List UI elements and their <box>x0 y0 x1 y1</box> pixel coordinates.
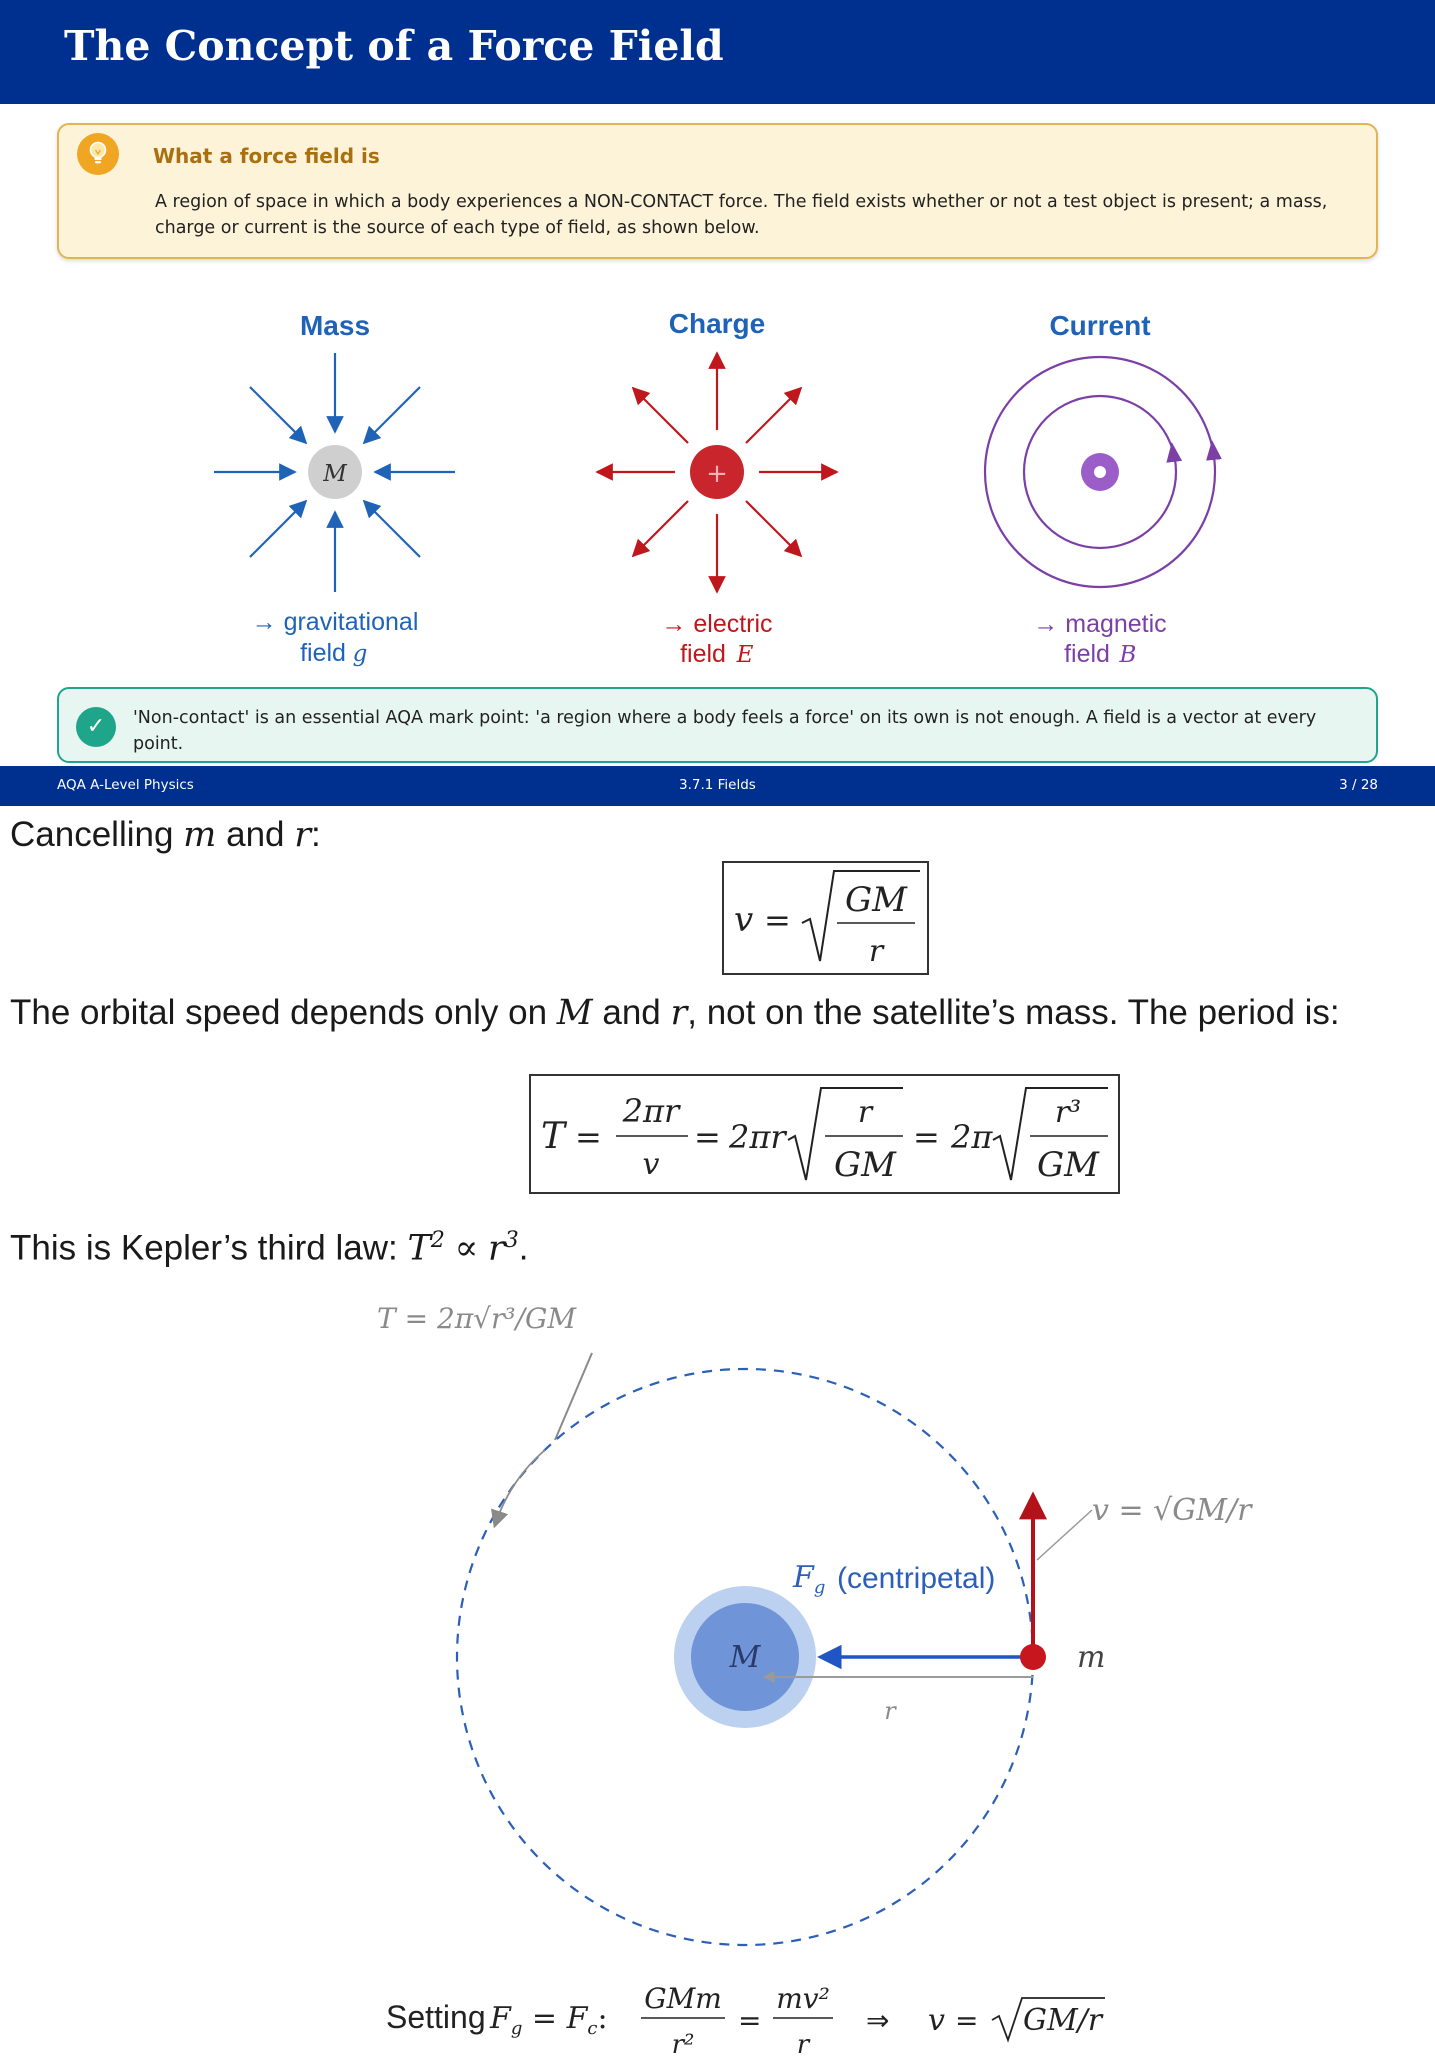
math-proportional: ∝ <box>454 1228 479 1269</box>
central-mass-label: M <box>729 1640 761 1675</box>
svg-text:Fg = Fc:: $F_g = F_c$: <box>490 2001 608 2039</box>
current-title: Current <box>1049 310 1151 341</box>
setting-text: Setting <box>386 1999 486 2035</box>
orbital-period-formula <box>531 1076 1118 1192</box>
charge-field-symbol: E <box>736 642 754 668</box>
current-out-of-page-dot <box>1094 466 1106 478</box>
electric-arrow-top-right <box>746 388 801 443</box>
gravity-arrow-bottom-right <box>364 501 420 557</box>
slide-header <box>0 0 1435 104</box>
slide-footer <box>0 766 1435 806</box>
velocity-pointer-line <box>1037 1510 1092 1560</box>
svg-text:2πr: 2πr <box>622 1092 680 1130</box>
force-label: (centripetal) <box>837 1562 996 1595</box>
svg-text:=: = <box>575 1118 602 1156</box>
svg-text:mv²: mv² <box>776 1982 830 2015</box>
period-formula-label: T = 2π√r³/GM <box>377 1302 577 1335</box>
charge-field-word: field <box>680 640 726 668</box>
definition-box <box>57 123 1378 259</box>
mass-title: Mass <box>299 310 371 341</box>
svg-text:GM: GM <box>845 880 907 920</box>
math-m: m <box>183 815 217 855</box>
svg-text:r: r <box>857 1095 873 1130</box>
magnetic-arrow-outer <box>1213 450 1214 460</box>
current-field-word: field <box>1064 640 1110 668</box>
plus-label: + <box>706 459 728 489</box>
lightbulb-icon <box>77 133 119 175</box>
current-field-label: → magnetic <box>1033 610 1167 638</box>
math-M: M <box>556 993 593 1033</box>
mass-field-symbol: g <box>352 641 368 667</box>
and-text: and <box>602 993 661 1032</box>
satellite-mass-label: m <box>1077 1640 1106 1675</box>
svg-text:=: = <box>764 901 791 939</box>
svg-text:=: = <box>955 2004 979 2037</box>
gravity-arrow-top-left <box>250 387 306 443</box>
svg-text:v: v <box>928 2003 945 2038</box>
current-field-symbol: B <box>1119 642 1137 668</box>
checkmark-icon: ✓ <box>76 707 116 747</box>
math-T: T <box>407 1228 431 1269</box>
orbital-speed-formula <box>724 863 927 973</box>
orbit-direction-arrow <box>495 1450 545 1525</box>
exam-tip-text: 'Non-contact' is an essential AQA mark point: 'a region where a body feels a force' on its own is not enough. A field is a vector at every point. <box>133 708 1317 754</box>
paragraph-cancelling <box>10 815 321 855</box>
math-r: r <box>294 815 311 855</box>
svg-text:=: = <box>738 2004 762 2037</box>
paragraph-orbital-speed <box>10 993 1340 1033</box>
period-text: . <box>518 1228 529 1268</box>
math-r: r <box>487 1228 505 1269</box>
svg-text:⇒: ⇒ <box>866 2004 890 2037</box>
svg-text:r: r <box>796 2030 810 2060</box>
mass-field <box>214 310 455 667</box>
svg-text:GM/r: GM/r <box>1023 2003 1103 2038</box>
orbital-period-equation <box>529 1074 1120 1194</box>
orbital-speed-equation <box>722 861 929 975</box>
footer-course: AQA A-Level Physics <box>57 777 194 793</box>
cancel-text: Cancelling <box>10 815 174 854</box>
electric-arrow-bottom-right <box>746 501 801 556</box>
mass-field-word: field <box>300 639 346 667</box>
svg-text:r: r <box>868 934 884 969</box>
svg-text:v: v <box>642 1147 660 1182</box>
svg-text:=: = <box>694 1118 721 1156</box>
svg-text:GMm: GMm <box>644 1982 722 2015</box>
definition-text: A region of space in which a body experiences a NON-CONTACT force. The field exists whether or not a test object is present; a mass, charge or current is the source of each type of field, as shown below. <box>155 192 1328 238</box>
charge-title: Charge <box>668 308 766 339</box>
satellite <box>1020 1644 1046 1670</box>
field-sources-diagram <box>0 280 1435 680</box>
electric-arrow-bottom-left <box>633 501 688 556</box>
electric-arrow-top-left <box>633 388 688 443</box>
paragraph-kepler: This is Kepler’s third law: $T^2 \propto r^3$. <box>10 1228 529 1269</box>
velocity-formula-label: v = √GM/r <box>1092 1493 1252 1528</box>
speed-text-continued: , not on the satellite’s mass. The period is: <box>687 993 1340 1032</box>
mass-field-label: → gravitational <box>251 608 419 636</box>
force-symbol: $F_g$ <box>793 1560 826 1598</box>
slide <box>0 0 1435 806</box>
magnetic-arrow-inner <box>1173 452 1174 460</box>
svg-text:2π: 2π <box>951 1118 993 1156</box>
svg-text:r²: r² <box>671 2030 695 2060</box>
slide-title: The Concept of a Force Field <box>64 22 724 70</box>
definition-heading: What a force field is <box>153 144 380 168</box>
speed-text: The orbital speed depends only on <box>10 993 548 1032</box>
gravity-arrow-top-right <box>364 387 420 443</box>
svg-text:GM: GM <box>1037 1145 1099 1185</box>
svg-text:v: v <box>734 900 754 940</box>
and-text: and <box>226 815 285 854</box>
circular-orbit-diagram <box>0 1290 1435 2063</box>
svg-text:=: = <box>913 1118 940 1156</box>
footer-page-number: 3 / 28 <box>1339 777 1378 793</box>
force-balance-equation <box>489 1982 1105 2060</box>
mass-label: M <box>323 461 347 487</box>
current-field <box>985 310 1215 668</box>
svg-text:T: T <box>541 1116 566 1157</box>
svg-text:GM: GM <box>834 1145 896 1185</box>
radius-label: r <box>884 1697 896 1725</box>
footer-topic: 3.7.1 Fields <box>679 777 756 793</box>
svg-text:2πr: 2πr <box>729 1118 786 1156</box>
charge-field-label: → electric <box>661 610 773 638</box>
kepler-text: This is Kepler’s third law: <box>10 1228 398 1268</box>
exam-tip-box <box>57 687 1378 763</box>
charge-field <box>597 308 837 668</box>
colon-text: : <box>310 815 321 854</box>
gravity-arrow-bottom-left <box>250 501 306 557</box>
svg-text:r³: r³ <box>1054 1095 1082 1130</box>
math-r: r <box>670 993 688 1033</box>
